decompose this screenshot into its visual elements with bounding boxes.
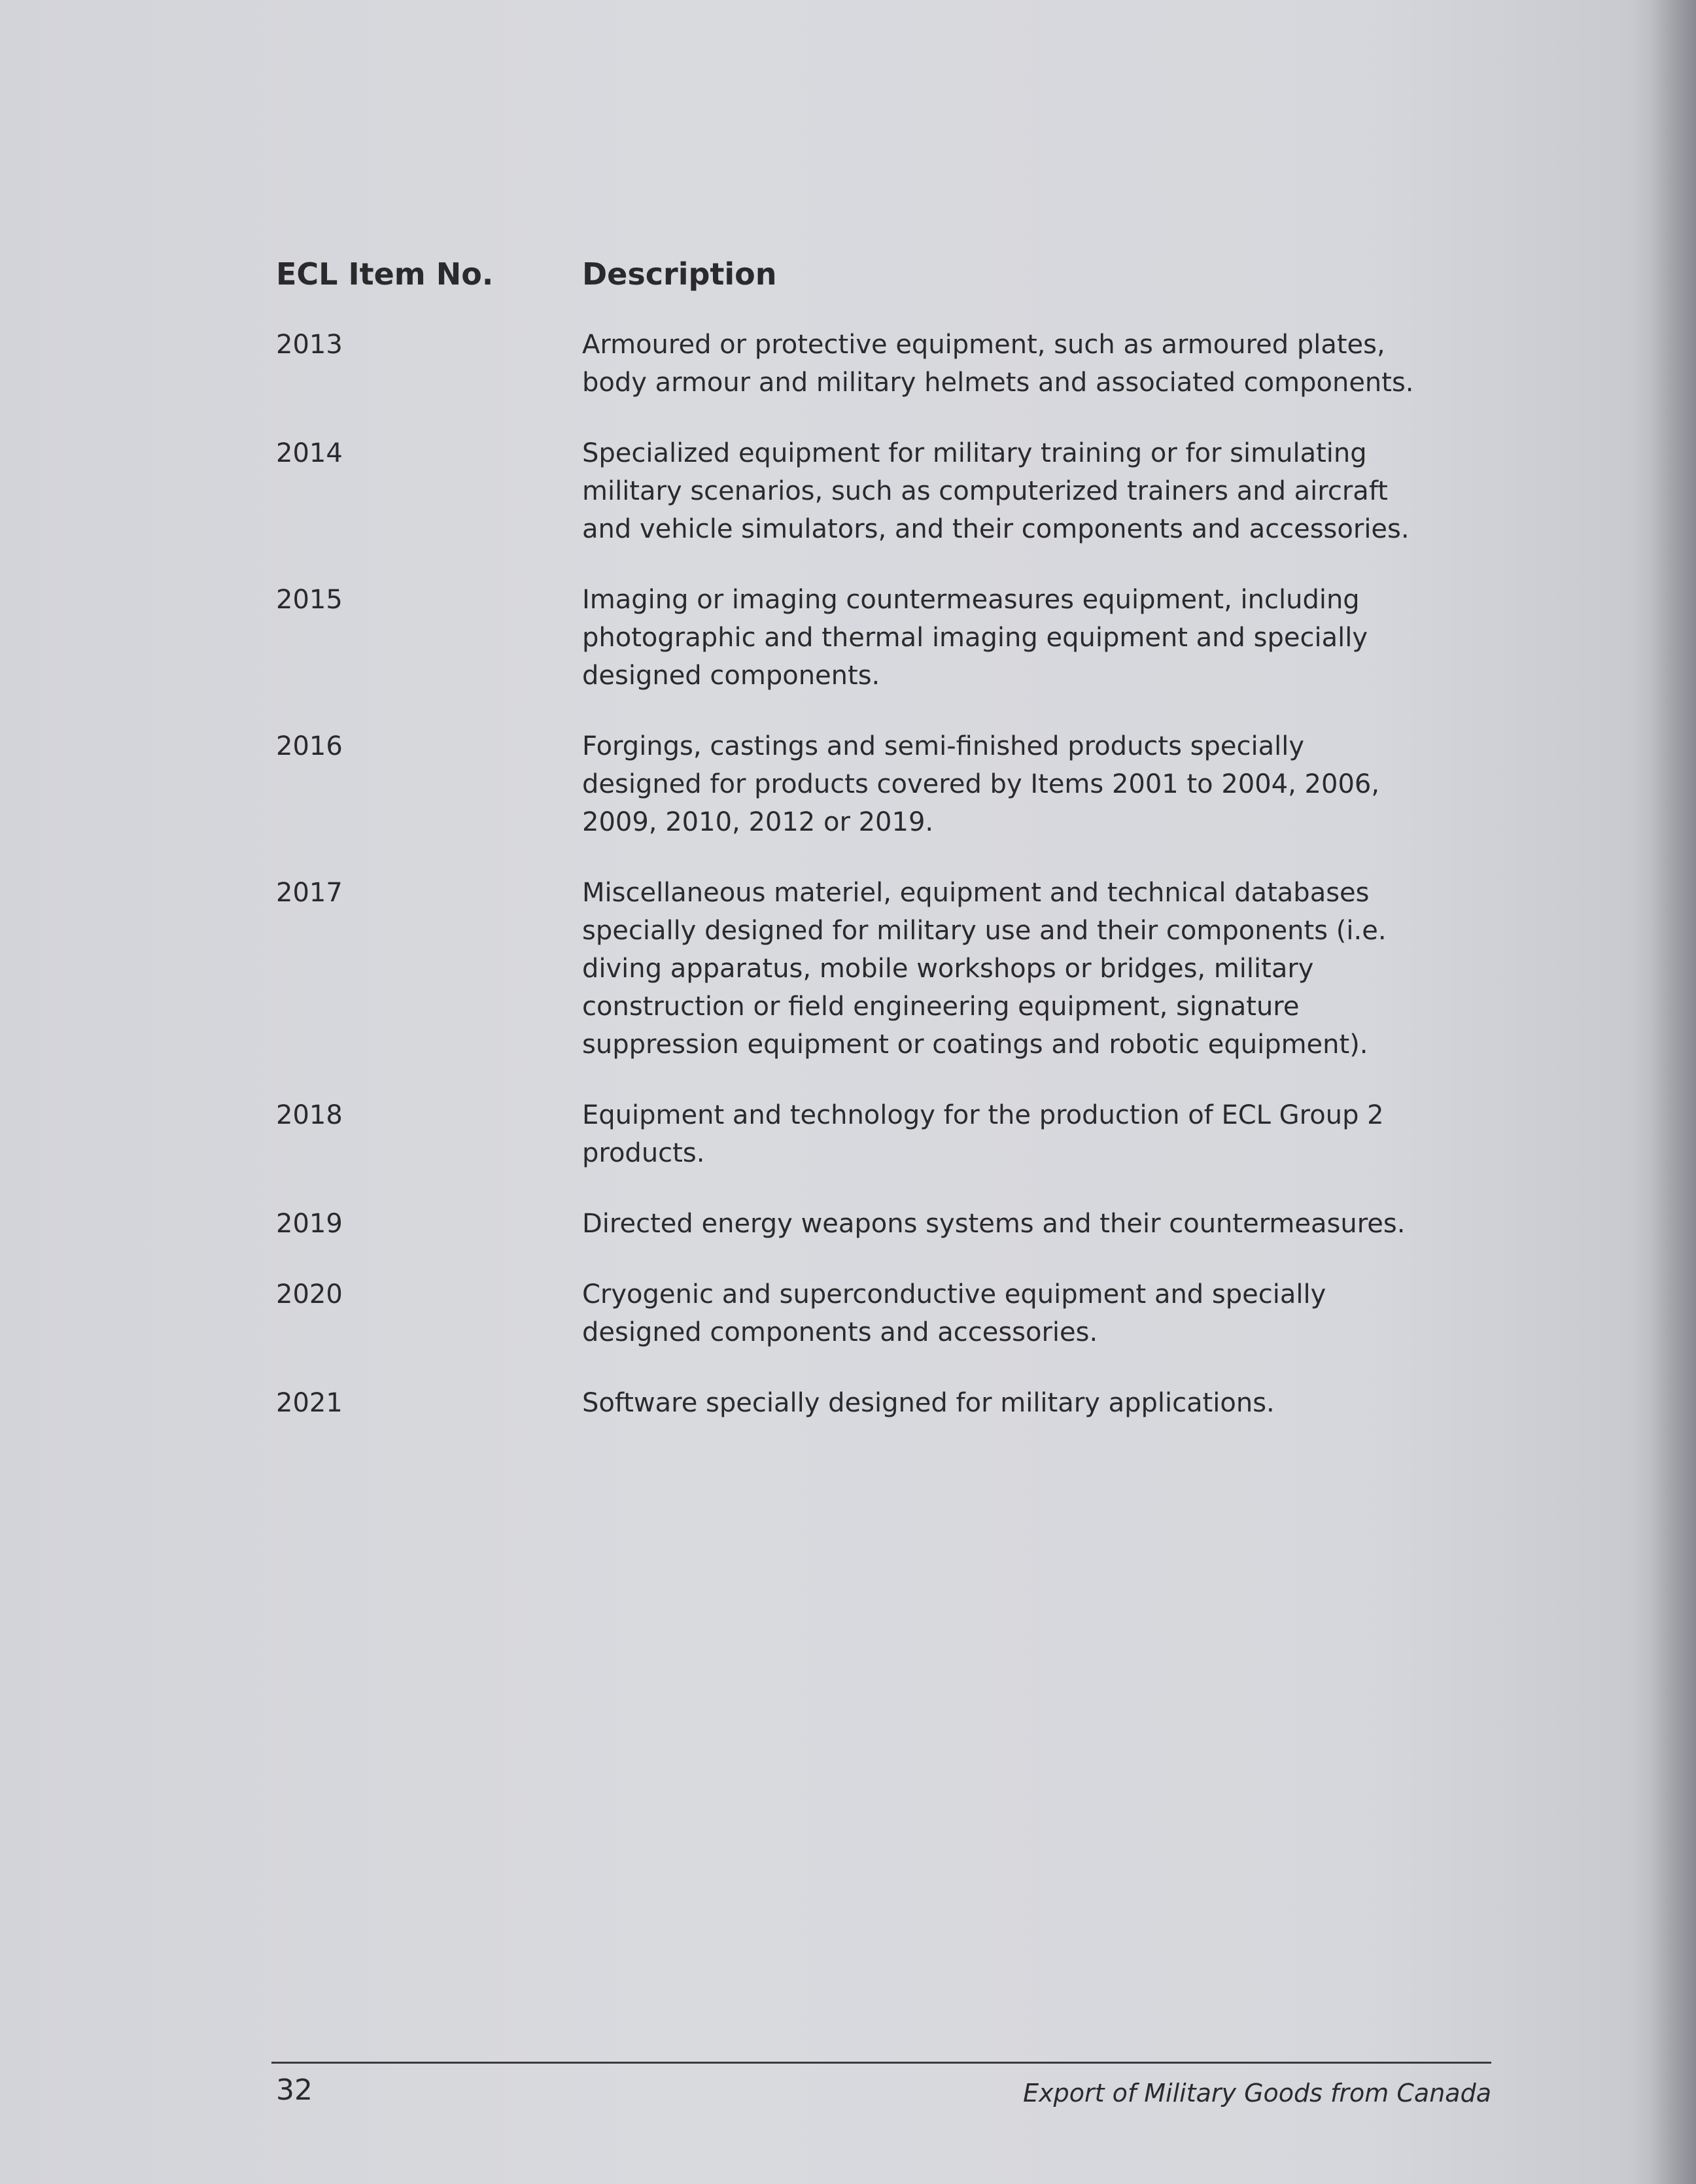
table-row (276, 326, 1440, 402)
item-number: 2013 (276, 330, 343, 360)
item-number: 2017 (276, 878, 343, 908)
table-row (276, 1275, 1440, 1351)
item-description: Software specially designed for military applications. (582, 1388, 1275, 1418)
page-number: 32 (276, 2073, 313, 2107)
item-number: 2015 (276, 585, 343, 615)
table-row (276, 1096, 1440, 1172)
ecl-item-list (276, 326, 1440, 1455)
footer-divider (271, 2062, 1491, 2064)
item-description: Specialized equipment for military training or for simulating military scenarios, such as computerized trainers and aircraft and vehicle simulators, and their components and accessories. (582, 438, 1410, 544)
table-row (276, 727, 1440, 841)
item-number: 2020 (276, 1279, 343, 1309)
item-description: Forgings, castings and semi-finished products specially designed for products covered by Items 2001 to 2004, 2006, 2009, 2010, 2012 or 2019. (582, 731, 1380, 837)
item-number: 2016 (276, 731, 343, 761)
item-number: 2019 (276, 1209, 343, 1239)
item-number: 2018 (276, 1100, 343, 1130)
column-header-description: Description (582, 256, 777, 292)
table-row (276, 434, 1440, 548)
table-row (276, 874, 1440, 1064)
item-description: Miscellaneous materiel, equipment and technical databases specially designed for military use and their components (i.e. diving apparatus, mobile workshops or bridges, military construction or field engineering equipment, signature suppression equipment or coatings and robotic equipment). (582, 878, 1387, 1060)
table-row (276, 1205, 1440, 1243)
table-row (276, 581, 1440, 695)
column-header-item-no: ECL Item No. (276, 256, 494, 292)
item-number: 2014 (276, 438, 343, 468)
item-description: Armoured or protective equipment, such as armoured plates, body armour and military helmets and associated components. (582, 330, 1414, 398)
item-description: Directed energy weapons systems and their countermeasures. (582, 1209, 1406, 1239)
item-number: 2021 (276, 1388, 343, 1418)
item-description: Imaging or imaging countermeasures equipment, including photographic and thermal imaging equipment and specially designed components. (582, 585, 1368, 691)
publication-title: Export of Military Goods from Canada (1023, 2079, 1491, 2107)
table-header (276, 256, 1519, 296)
page-edge-shadow (1650, 0, 1696, 2184)
item-description: Cryogenic and superconductive equipment and specially designed components and accessories. (582, 1279, 1326, 1347)
table-row (276, 1384, 1440, 1422)
item-description: Equipment and technology for the production of ECL Group 2 products. (582, 1100, 1384, 1168)
